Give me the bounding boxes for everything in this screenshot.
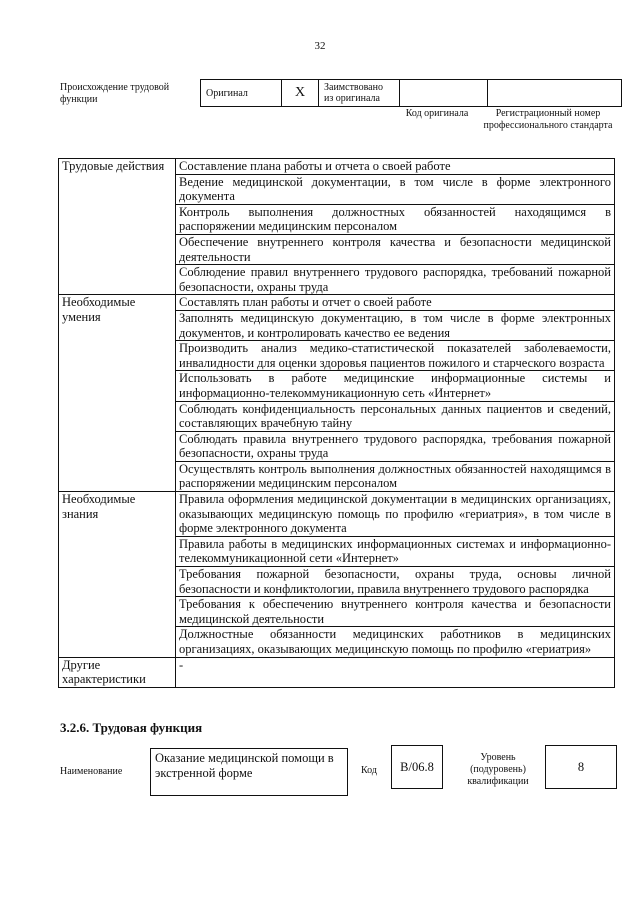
table-row [59, 657, 615, 687]
item-cell: Составлять план работы и отчет о своей работе [176, 295, 615, 311]
borrowed-label: Заимствовано из оригинала [319, 80, 400, 107]
item-cell: Соблюдение правил внутреннего трудового распорядка, требований пожарной безопасности, охраны труда [176, 265, 615, 295]
item-cell: Использовать в работе медицинские информационные системы и информационно-телекоммуникационную сеть «Интернет» [176, 371, 615, 401]
item-cell: Должностные обязанности медицинских работников в медицинских организациях, оказывающих медицинскую помощь по профилю «гериатрия» [176, 627, 615, 657]
item-cell: Контроль выполнения должностных обязанностей находящимся в распоряжении медицинским персоналом [176, 204, 615, 234]
table-row [59, 295, 615, 311]
registration-number-cell [488, 80, 622, 107]
original-mark: X [282, 80, 319, 107]
table-row [59, 492, 615, 537]
table-row [59, 159, 615, 175]
original-label: Оригинал [201, 80, 282, 107]
qualification-level-label: Уровень (подуровень) квалификации [467, 752, 529, 787]
item-cell: Ведение медицинской документации, в том числе в форме электронного документа [176, 174, 615, 204]
category-cell: Трудовые действия [59, 159, 176, 295]
item-cell: Требования к обеспечению внутреннего контроля качества и безопасности медицинской деятельности [176, 597, 615, 627]
registration-number-caption: Регистрационный номер профессионального стандарта [483, 108, 613, 131]
item-cell: Обеспечение внутреннего контроля качества и безопасности медицинской деятельности [176, 234, 615, 264]
category-cell: Необходимые знания [59, 492, 176, 658]
labor-function-table-body [59, 159, 615, 688]
qualification-level-value: 8 [545, 745, 617, 789]
page-number: 32 [314, 40, 326, 52]
item-cell: - [176, 657, 615, 687]
original-code-cell [400, 80, 488, 107]
item-cell: Соблюдать конфиденциальность персональных данных пациентов и сведений, составляющих врачебную тайну [176, 401, 615, 431]
section-heading: 3.2.6. Трудовая функция [60, 720, 203, 735]
item-cell: Соблюдать правила внутреннего трудового распорядка, требования пожарной безопасности, охраны труда [176, 431, 615, 461]
category-cell: Другие характеристики [59, 657, 176, 687]
item-cell: Производить анализ медико-статистической показателей заболеваемости, инвалидности для оценки здоровья пациентов пожилого и старческого возраста [176, 341, 615, 371]
labor-function-table [58, 158, 615, 688]
item-cell: Правила оформления медицинской документации в медицинских организациях, оказывающих медицинскую помощь по профилю «гериатрия», в том числе в форме электронного документа [176, 492, 615, 537]
item-cell: Составление плана работы и отчета о своей работе [176, 159, 615, 175]
original-code-caption: Код оригинала [405, 108, 469, 119]
item-cell: Заполнять медицинскую документацию, в том числе в форме электронных документов, и контролировать качество ее ведения [176, 310, 615, 340]
function-code-label: Код [361, 765, 377, 776]
item-cell: Осуществлять контроль выполнения должностных обязанностей находящимся в распоряжении медицинским персоналом [176, 461, 615, 491]
item-cell: Требования пожарной безопасности, охраны труда, основы личной безопасности и конфликтологии, правила внутреннего трудового распорядка [176, 567, 615, 597]
function-name-value: Оказание медицинской помощи в экстренной форме [150, 748, 348, 796]
origin-table [200, 79, 622, 107]
origin-label: Происхождение трудовой функции [60, 82, 170, 105]
function-code-value: B/06.8 [391, 745, 443, 789]
item-cell: Правила работы в медицинских информационных системах и информационно-телекоммуникационной сети «Интернет» [176, 536, 615, 566]
category-cell: Необходимые умения [59, 295, 176, 492]
function-name-label: Наименование [60, 766, 123, 777]
